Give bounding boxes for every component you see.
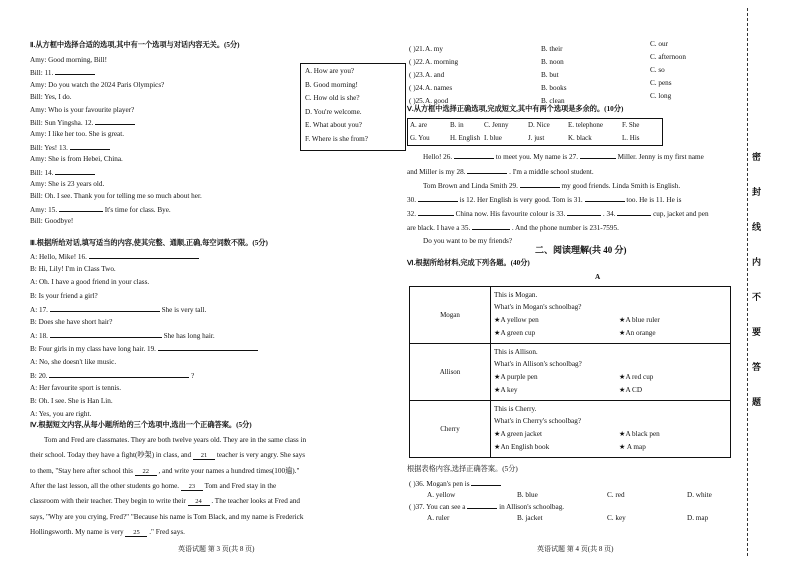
table-line-l2: What's in Cherry's schoolbag? [494, 417, 582, 425]
answer-blank[interactable] [49, 370, 189, 378]
cloze-line [407, 208, 775, 219]
answer-blank[interactable] [50, 330, 162, 338]
question-stem [409, 501, 564, 512]
section-3-title: Ⅲ.根据所给对话,填写适当的内容,使其完整、通顺,正确,每空词数不限。(5分) [30, 239, 268, 247]
dialog-1-text: Amy: She is from Hebei, China. [30, 155, 123, 164]
option-item: E. What about you? [305, 121, 362, 129]
passage-text: their school. Today they have a fight(吵架) in class, and [30, 451, 192, 460]
option-b[interactable]: B. clean [541, 97, 565, 105]
word-option[interactable]: I. blue [484, 134, 502, 142]
section-4-title: Ⅳ.根据短文内容,从每小题所给的三个选项中,选出一个正确答案。(5分) [30, 421, 252, 429]
seal-line-char: 答 [752, 362, 762, 372]
answer-blank[interactable] [467, 166, 507, 174]
option-d[interactable]: D. white [687, 491, 712, 499]
dialog-2-text: B: Does she have short hair? [30, 318, 113, 326]
cloze-text: my good friends. Linda Smith is English. [561, 182, 681, 190]
dialog-2-line [30, 409, 402, 419]
answer-blank[interactable] [55, 167, 95, 175]
table-line-i2: ★A black pen [619, 430, 660, 438]
word-option[interactable]: J. just [528, 134, 545, 142]
option-c[interactable]: C. red [607, 491, 625, 499]
passage-line [30, 466, 402, 476]
option-b[interactable]: B. their [541, 45, 563, 53]
option-c[interactable]: C. afternoon [650, 53, 686, 61]
option-item: C. How old is she? [305, 94, 360, 102]
question-number: ( )21. [409, 45, 425, 53]
table-schoolbag-cell [491, 287, 731, 344]
answer-blank[interactable] [617, 208, 651, 216]
cloze-text: . I'm a middle school student. [509, 168, 594, 176]
table-line-l1: This is Mogan. [494, 291, 538, 299]
answer-blank[interactable] [585, 194, 625, 202]
dialog-2-text: B: Oh. I see. She is Han Lin. [30, 397, 113, 406]
option-a[interactable]: A. ruler [427, 514, 450, 522]
question-number: ( )23. [409, 71, 425, 79]
passage-text: classroom with their teacher. They begin to write their [30, 497, 186, 506]
word-option[interactable]: E. telephone [568, 121, 603, 129]
left-page [30, 0, 402, 562]
dialog-1-text: Amy: She is 23 years old. [30, 180, 105, 188]
passage-text: , and write your names a hundred times(100遍)." [158, 466, 300, 475]
dialog-1-text: Amy: 15. [30, 205, 58, 214]
cloze-blank-24[interactable]: 24 [188, 498, 210, 506]
dialog-2-line [30, 277, 402, 287]
seal-line-char: 内 [752, 257, 762, 267]
answer-blank[interactable] [418, 194, 458, 202]
dialog-1-line [30, 204, 402, 215]
option-b[interactable]: B. but [541, 71, 559, 79]
table-line-l1: This is Allison. [494, 348, 538, 356]
answer-blank[interactable] [50, 304, 160, 312]
dialog-2-text: B: Hi, Lily! I'm in Class Two. [30, 265, 116, 274]
table-line-i3: ★An English book [494, 443, 550, 451]
passage-text: teacher is very angry. She says [216, 451, 305, 460]
cloze-text: Miller. Jenny is my first name [617, 153, 704, 161]
table-person-name: Cherry [410, 401, 491, 458]
dialog-2-line [30, 370, 402, 381]
dialog-2-line [30, 357, 402, 367]
answer-blank[interactable] [454, 151, 494, 159]
dialog-1-text: Amy: Do you watch the 2024 Paris Olympics? [30, 80, 165, 89]
cloze-blank-22[interactable]: 22 [135, 468, 157, 476]
table-person-name: Mogan [410, 287, 491, 344]
seal-line-char: 封 [752, 187, 762, 197]
question-number: ( )24. [409, 84, 425, 92]
option-a[interactable]: A. good [425, 97, 449, 105]
dialog-1-line [30, 191, 402, 201]
table-line-i4: ★An orange [619, 329, 656, 337]
seal-line-char: 题 [752, 397, 762, 407]
passage-line [44, 435, 402, 445]
option-b[interactable]: B. noon [541, 58, 564, 66]
dialog-1-text: Bill: Yes! 13. [30, 143, 68, 152]
cloze-line [407, 194, 775, 205]
passage-text: After the last lesson, all the other students go home. [30, 481, 180, 490]
dialog-2-line [30, 264, 402, 274]
cloze-text: Do you want to be my friends? [423, 237, 513, 245]
passage-text: Tom and Fred are classmates. They are both twelve years old. They are in the same class in [44, 436, 307, 444]
stem-tail: in Allison's schoolbag. [499, 503, 565, 511]
seal-line [747, 8, 748, 556]
cloze-text: is 12. Her English is very good. Tom is 31. [459, 196, 583, 204]
schoolbag-table [409, 286, 731, 458]
dialog-2-text: A: 17. [30, 305, 48, 314]
dialog-1-line [30, 167, 402, 178]
dialog-2-text: A: Hello, Mike! 16. [30, 253, 87, 261]
cloze-line [423, 151, 775, 162]
option-c[interactable]: C. long [650, 92, 672, 100]
cloze-text: too. He is 11. He is [626, 196, 682, 204]
dialog-2-line [30, 396, 402, 406]
dialog-1-line [30, 216, 402, 226]
dialog-1-text: Bill: 11. [30, 69, 54, 78]
option-c[interactable]: C. so [650, 66, 665, 74]
option-item: A. How are you? [305, 67, 355, 75]
cloze-text: 32. [407, 210, 416, 218]
answer-blank[interactable] [580, 151, 616, 159]
seal-line-char: 密 [752, 152, 762, 162]
table-schoolbag-cell [491, 344, 731, 401]
option-item: B. Good morning! [305, 80, 358, 89]
word-option[interactable]: G. You [410, 134, 430, 142]
dialog-2-line [30, 291, 402, 301]
cloze-text: cup, jacket and pen [653, 210, 709, 218]
table-line-i3: ★A green cup [494, 329, 536, 337]
table-line-l2: What's in Allison's schoolbag? [494, 360, 582, 368]
table-line-i2: ★A blue ruler [619, 316, 660, 324]
dialog-2-line [30, 317, 402, 327]
option-b[interactable]: B. books [541, 84, 567, 92]
table-line-i1: ★A yellow pen [494, 316, 539, 324]
word-option[interactable]: H. English [450, 134, 480, 142]
dialog-2-line [30, 343, 402, 354]
question-stem [409, 478, 501, 489]
cloze-text: China now. His favourite colour is 33. [455, 210, 566, 218]
dialog-2-text: A: Her favourite sport is tennis. [30, 384, 122, 392]
cloze-blank-23[interactable]: 23 [181, 483, 203, 491]
cloze-line [407, 222, 775, 233]
passage-text: . The teacher looks at Fred and [211, 497, 301, 506]
option-c[interactable]: C. our [650, 40, 668, 48]
word-option[interactable]: B. in [450, 121, 464, 129]
answer-blank[interactable] [158, 343, 258, 351]
dialog-2-text: B: Four girls in my class have long hair. 19. [30, 345, 156, 354]
answer-blank[interactable] [55, 67, 95, 75]
cloze-blank-25[interactable]: 25 [125, 529, 147, 537]
cloze-line [423, 180, 775, 191]
cloze-text: 30. [407, 196, 416, 204]
word-bank [407, 118, 663, 146]
table-line-i2: ★A red cup [619, 373, 654, 381]
option-item: F. Where is she from? [305, 134, 368, 143]
dialog-2-text: A: No, she doesn't like music. [30, 357, 117, 366]
passage-text: to them, "Stay here after school this [30, 466, 133, 475]
word-option[interactable]: A. are [410, 121, 428, 129]
page-footer-4: 英语试题 第 4 页(共 8 页) [537, 545, 614, 553]
passage-line [30, 496, 402, 506]
dialog-2-text: A: Oh. I have a good friend in your class. [30, 278, 150, 287]
option-item: D. You're welcome. [305, 107, 362, 116]
answer-blank[interactable] [471, 478, 501, 486]
dialog-1-text: Bill: Yes, I do. [30, 93, 72, 102]
options-box [300, 63, 406, 151]
option-b[interactable]: B. jacket [517, 514, 543, 522]
cloze-text: and Miller is my 28. [407, 168, 466, 176]
table-line-l1: This is Cherry. [494, 405, 537, 413]
right-page [407, 0, 775, 562]
answer-blank[interactable] [89, 251, 199, 259]
cloze-text: Tom Brown and Linda Smith 29. [423, 182, 518, 190]
option-a[interactable]: A. names [425, 84, 453, 92]
dialog-2-text: B: Is your friend a girl? [30, 291, 98, 300]
table-line-i3: ★A key [494, 386, 518, 394]
dialog-2-tail: ? [191, 371, 195, 380]
table-line-i4: ★ A map [619, 443, 646, 451]
passage-text: ." Fred says. [149, 527, 185, 536]
option-a[interactable]: A. morning [425, 58, 459, 66]
answer-blank[interactable] [418, 208, 454, 216]
option-a[interactable]: A. my [425, 45, 443, 53]
dialog-1-text: Bill: Oh. I see. Thank you for telling me so much about her. [30, 192, 202, 201]
table-schoolbag-cell [491, 401, 731, 458]
page-footer-3: 英语试题 第 3 页(共 8 页) [178, 545, 255, 553]
section-6-title: Ⅵ.根据所给材料,完成下列各题。(40分) [407, 259, 530, 267]
table-line-i4: ★A CD [619, 386, 643, 394]
passage-a-label: A [595, 273, 601, 281]
question-number: ( )22. [409, 58, 425, 66]
stem-text: ( )36. Mogan's pen is [409, 480, 470, 488]
answer-blank[interactable] [467, 501, 497, 509]
option-d[interactable]: D. map [687, 514, 709, 522]
option-a[interactable]: A. yellow [427, 491, 456, 499]
dialog-2-text: B: 20. [30, 371, 48, 380]
dialog-2-line [30, 251, 402, 262]
dialog-2-line [30, 304, 402, 315]
passage-line [30, 481, 402, 491]
section-2-title: Ⅱ.从方框中选择合适的选项,其中有一个选项与对话内容无关。(5分) [30, 41, 240, 49]
dialog-1-text: Amy: I like her too. She is great. [30, 130, 125, 139]
seal-line-char: 要 [752, 327, 762, 337]
option-a[interactable]: A. and [425, 71, 445, 79]
option-c[interactable]: C. pens [650, 79, 672, 87]
dialog-2-tail: She has long hair. [163, 332, 215, 341]
dialog-1-line [30, 179, 402, 189]
answer-blank[interactable] [567, 208, 601, 216]
cloze-blank-21[interactable]: 21 [193, 452, 215, 460]
dialog-1-text: Bill: Goodbye! [30, 217, 74, 226]
seal-line-char: 不 [752, 292, 762, 302]
dialog-1-tail: It's time for class. Bye. [104, 205, 171, 214]
seal-line-char: 线 [752, 222, 762, 232]
dialog-1-text: Amy: Good morning, Bill! [30, 56, 108, 64]
passage-line [30, 512, 402, 522]
option-b[interactable]: B. blue [517, 491, 538, 499]
word-option[interactable]: C. Jenny [484, 121, 509, 129]
answer-blank[interactable] [95, 117, 135, 125]
table-line-i1: ★A green jacket [494, 430, 542, 438]
dialog-2-line [30, 383, 402, 393]
table-line-i1: ★A purple pen [494, 373, 538, 381]
cloze-text: . And the phone number is 231-7595. [511, 224, 619, 232]
dialog-1-text: Amy: Who is your favourite player? [30, 105, 135, 114]
option-c[interactable]: C. key [607, 514, 626, 522]
cloze-line [407, 166, 775, 177]
section-5-title: Ⅴ.从方框中选择正确选项,完成短文,其中有两个选项是多余的。(10分) [407, 105, 624, 113]
table-instructions: 根据表格内容,选择正确答案。(5分) [407, 465, 518, 473]
dialog-1-text: Bill: Sun Yingsha. 12. [30, 119, 94, 127]
dialog-1-text: Bill: 14. [30, 168, 54, 177]
answer-blank[interactable] [59, 204, 103, 212]
passage-text: Hollingsworth. My name is very [30, 527, 124, 536]
dialog-2-tail: She is very tall. [161, 305, 207, 314]
word-option[interactable]: K. black [568, 134, 592, 142]
cloze-text: are black. I have a 35. [407, 224, 471, 232]
passage-line [30, 527, 402, 537]
word-option[interactable]: L. His [622, 134, 640, 142]
word-option[interactable]: F. She [622, 121, 640, 129]
dialog-2-text: A: Yes, you are right. [30, 410, 92, 419]
answer-blank[interactable] [472, 222, 510, 230]
dialog-2-line [30, 330, 402, 341]
cloze-text: Hello! 26. [423, 153, 453, 161]
passage-text: Tom and Fred stay in the [204, 481, 277, 490]
table-line-l2: What's in Mogan's schoolbag? [494, 303, 582, 311]
question-number: ( )25. [409, 97, 425, 105]
cloze-text: to meet you. My name is 27. [495, 153, 578, 161]
word-option[interactable]: D. Nice [528, 121, 550, 129]
stem-text: ( )37. You can see a [409, 503, 466, 511]
dialog-1-line [30, 154, 402, 164]
cloze-text: . 34. [602, 210, 616, 218]
passage-line [30, 450, 402, 460]
part-2-title: 二、阅读理解(共 40 分) [535, 245, 627, 255]
answer-blank[interactable] [520, 180, 560, 188]
dialog-2-text: A: 18. [30, 332, 48, 341]
table-person-name: Allison [410, 344, 491, 401]
answer-blank[interactable] [70, 142, 110, 150]
passage-text: says, "Why are you crying, Fred?" "Because his name is Tom Black, and my name is Frederick [30, 512, 304, 521]
